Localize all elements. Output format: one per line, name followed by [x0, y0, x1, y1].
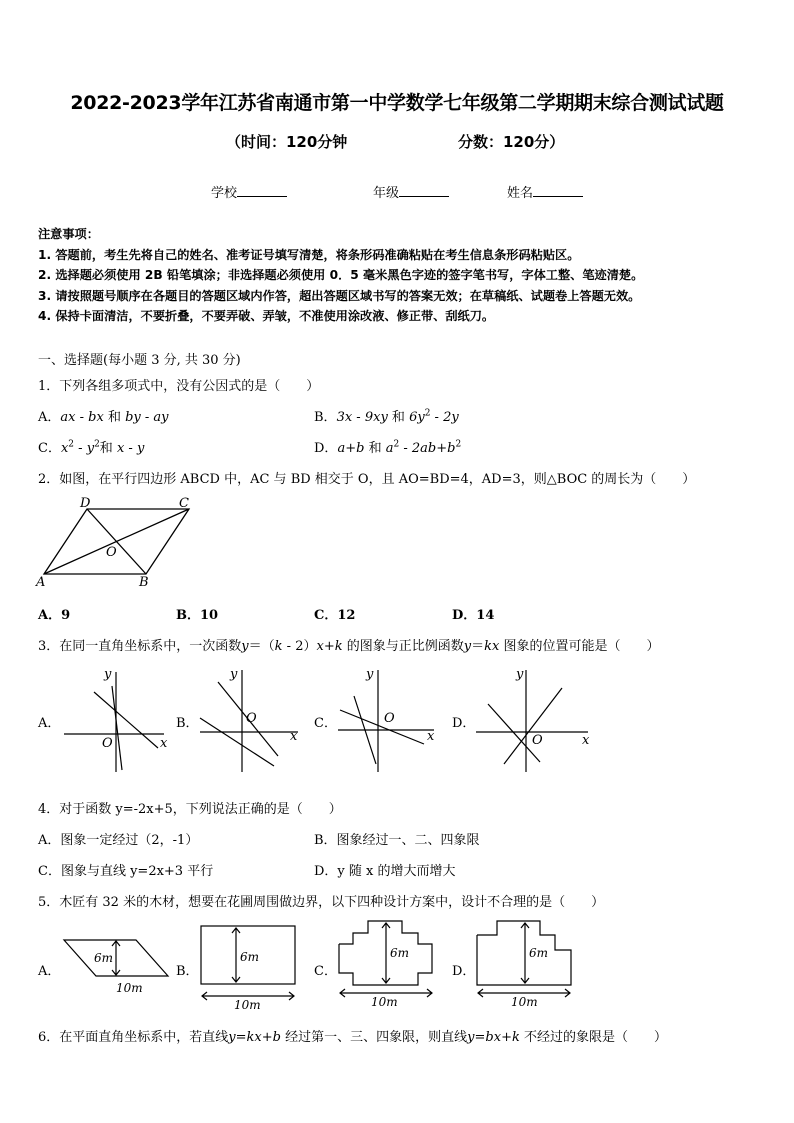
- svg-text:y: y: [230, 667, 238, 682]
- page-title: 2022-2023学年江苏省南通市第一中学数学七年级第二学期期末综合测试试题: [70, 92, 724, 114]
- label-c: C: [179, 496, 189, 511]
- svg-text:6m: 6m: [94, 951, 114, 965]
- svg-text:y: y: [516, 667, 524, 682]
- svg-text:10m: 10m: [116, 981, 143, 995]
- q2-option-a: A．9: [38, 608, 71, 623]
- q5-figure-c-stepped: [334, 915, 440, 1007]
- note-item-1: 1. 答题前，考生先将自己的姓名、准考证号填写清楚，将条形码准确粘贴在考生信息条形码粘贴区。: [38, 248, 580, 262]
- q5-figure-a-parallelogram: [58, 930, 176, 998]
- q5-option-c-label: C．: [314, 964, 337, 979]
- q3-option-c-label: C．: [314, 716, 337, 731]
- q1-option-a: A．ax - bx 和 by - ay: [38, 410, 169, 425]
- q5-figure-b-rectangle: [196, 922, 302, 1012]
- q2-option-d: D．14: [452, 608, 495, 623]
- svg-text:O: O: [246, 711, 257, 726]
- q4-option-c: C．图象与直线 y=2x+3 平行: [38, 864, 214, 879]
- svg-text:O: O: [532, 733, 543, 748]
- grade-label: 年级: [373, 186, 400, 201]
- svg-text:6m: 6m: [240, 950, 260, 964]
- school-field: [211, 182, 287, 201]
- q4-stem: 4．对于函数 y=-2x+5，下列说法正确的是（ ）: [38, 802, 342, 817]
- name-field: [507, 182, 583, 201]
- q5-option-d-label: D．: [452, 964, 476, 979]
- label-a: A: [36, 575, 46, 590]
- svg-text:O: O: [384, 711, 395, 726]
- label-d: D: [80, 496, 91, 511]
- q2-option-b: B．10: [176, 608, 219, 623]
- svg-text:x: x: [290, 729, 298, 744]
- q3-graph-a: [60, 664, 172, 776]
- svg-text:x: x: [582, 733, 590, 748]
- q2-stem: 2．如图，在平行四边形 ABCD 中，AC 与 BD 相交于 O，且 AO=BD=4，AD=3，则△BOC 的周长为（ ）: [38, 472, 696, 487]
- q1-option-b: B．3x - 9xy 和 $6y^2 - 2y$: [314, 408, 459, 425]
- q3-graph-d: [472, 664, 597, 776]
- q1-stem: 1．下列各组多项式中，没有公因式的是（ ）: [38, 379, 320, 394]
- label-o: O: [106, 545, 117, 560]
- q4-option-a: A．图象一定经过（2，-1）: [38, 833, 199, 848]
- q5-option-b-label: B．: [176, 964, 199, 979]
- note-item-2: 2. 选择题必须使用 2B 铅笔填涂；非选择题必须使用 0．5 毫米黑色字迹的签字笔书写，字体工整、笔迹清楚。: [38, 268, 644, 282]
- q4-option-d: D．y 随 x 的增大而增大: [314, 864, 456, 879]
- q1-option-c: C．$x^2 - y^2$和 x - y: [38, 439, 145, 456]
- q1-option-d: D．a+b 和 $a^2 - 2ab+b^2$: [314, 439, 462, 456]
- school-blank: [237, 184, 287, 197]
- exam-time: （时间：120分钟: [226, 133, 348, 151]
- svg-text:x: x: [427, 729, 435, 744]
- svg-text:x: x: [160, 736, 168, 751]
- name-blank: [533, 184, 583, 197]
- q5-option-a-label: A．: [38, 964, 61, 979]
- svg-text:y: y: [366, 667, 374, 682]
- note-item-3: 3. 请按照题号顺序在各题目的答题区域内作答，超出答题区域书写的答案无效；在草稿纸、试题卷上答题无效。: [38, 289, 641, 303]
- svg-text:O: O: [102, 736, 113, 751]
- diagonal-bd: [87, 509, 146, 574]
- svg-text:10m: 10m: [511, 995, 538, 1007]
- q3-option-b-label: B．: [176, 716, 199, 731]
- svg-text:6m: 6m: [529, 946, 549, 960]
- svg-text:10m: 10m: [234, 998, 261, 1012]
- q4-option-b: B．图象经过一、二、四象限: [314, 833, 480, 848]
- q5-stem: 5．木匠有 32 米的木材，想要在花圃周围做边界，以下四种设计方案中，设计不合理的是（ ）: [38, 895, 605, 910]
- q2-parallelogram-figure: [34, 495, 199, 590]
- note-item-4: 4. 保持卡面清洁，不要折叠，不要弄破、弄皱，不准使用涂改液、修正带、刮纸刀。: [38, 309, 495, 323]
- grade-field: [373, 182, 449, 201]
- q2-option-c: C．12: [314, 608, 356, 623]
- q3-graph-c: [334, 664, 446, 776]
- notes-heading: 注意事项：: [38, 227, 99, 241]
- q3-graph-b: [196, 664, 308, 776]
- svg-text:6m: 6m: [390, 946, 410, 960]
- q6-stem: 6．在平面直角坐标系中，若直线y=kx+b 经过第一、三、四象限，则直线y=bx+k 不经过的象限是（ ）: [38, 1030, 667, 1045]
- section-heading: 一、选择题(每小题 3 分, 共 30 分): [38, 353, 241, 368]
- exam-score: 分数：120分）: [458, 133, 565, 151]
- q3-option-a-label: A．: [38, 716, 61, 731]
- q3-option-d-label: D．: [452, 716, 476, 731]
- school-label: 学校: [211, 186, 238, 201]
- q5-figure-d-stepped: [472, 915, 578, 1007]
- svg-text:y: y: [104, 667, 112, 682]
- label-b: B: [139, 575, 149, 590]
- grade-blank: [399, 184, 449, 197]
- q3-stem: 3．在同一直角坐标系中，一次函数y＝（k - 2）x+k 的图象与正比例函数y＝kx 图象的位置可能是（ ）: [38, 639, 660, 654]
- svg-text:10m: 10m: [371, 995, 398, 1007]
- name-label: 姓名: [507, 186, 534, 201]
